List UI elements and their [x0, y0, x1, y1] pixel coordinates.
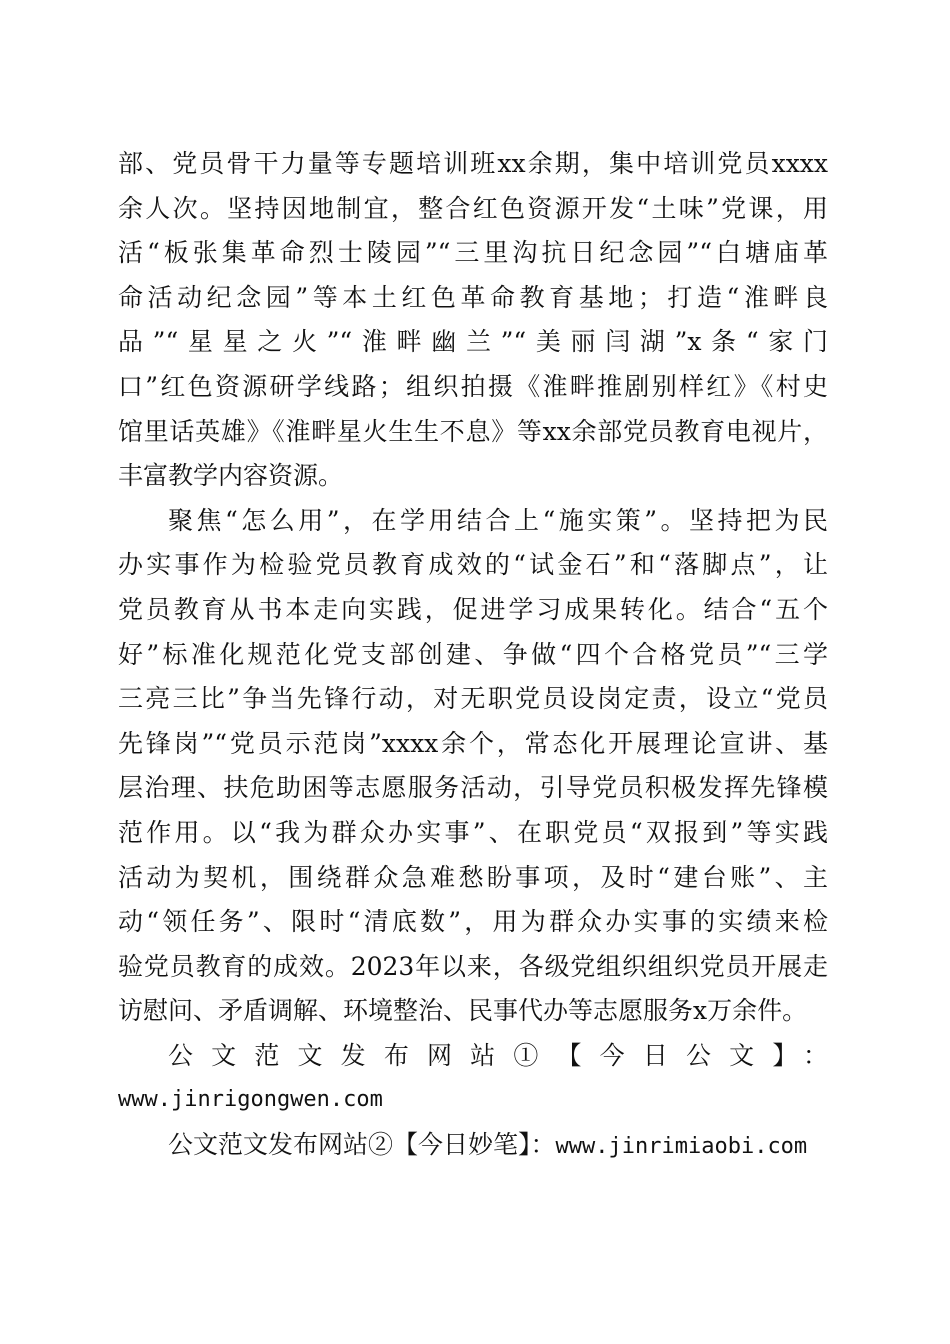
paragraph-line: 余人次。坚持因地制宜，整合红色资源开发“土味”党课，用: [118, 193, 828, 223]
site2-line: [118, 1123, 828, 1168]
paragraph-line: 访慰问、矛盾调解、环境整治、民事代办等志愿服务x万余件。: [118, 996, 808, 1026]
paragraph-line: 层治理、扶危助困等志愿服务活动，引导党员积极发挥先锋模: [118, 773, 828, 803]
paragraph-line: 三亮三比”争当先锋行动，对无职党员设岗定责，设立“党员: [118, 684, 828, 714]
footer-websites: [118, 1034, 828, 1168]
paragraph-line: 命活动纪念园”等本土红色革命教育基地；打造“淮畔良: [118, 282, 828, 312]
paragraph-line: 先锋岗”“党员示范岗”xxxx余个，常态化开展理论宣讲、基: [118, 728, 828, 758]
paragraph-line: 活动为契机，围绕群众急难愁盼事项，及时“建台账”、主: [118, 862, 828, 892]
paragraph-line: 活“板张集革命烈士陵园”“三里沟抗日纪念园”“白塘庙革: [118, 238, 828, 268]
paragraph-line: 动“领任务”、限时“清底数”，用为群众办实事的实绩来检: [118, 907, 828, 937]
paragraph-line: 范作用。以“我为群众办实事”、在职党员“双报到”等实践: [118, 817, 828, 847]
paragraph-line: 口”红色资源研学线路；组织拍摄《淮畔推剧别样红》《村史: [118, 371, 828, 401]
paragraph-line: 馆里话英雄》《淮畔星火生生不息》等xx余部党员教育电视片，: [118, 416, 828, 446]
paragraph-line: 党员教育从书本走向实践，促进学习成果转化。结合“五个: [118, 594, 828, 624]
paragraph-line: 部、党员骨干力量等专题培训班xx余期，集中培训党员xxxx: [118, 149, 828, 178]
document-page: [118, 142, 828, 1168]
paragraph-training-resources: [118, 142, 828, 499]
site2-url-link[interactable]: www.jinrimiaobi.com: [555, 1134, 808, 1160]
paragraph-practice: [118, 499, 828, 1034]
site1-label: 公文范文发布网站①【今日公文】：: [168, 1040, 828, 1070]
site2-label: 公文范文发布网站②【今日妙笔】：: [168, 1130, 556, 1160]
paragraph-line: 好”标准化规范化党支部创建、争做“四个合格党员”“三学: [118, 639, 828, 669]
paragraph-line: 聚焦“怎么用”，在学用结合上“施实策”。坚持把为民: [168, 505, 828, 535]
paragraph-line: 办实事作为检验党员教育成效的“试金石”和“落脚点”，让: [118, 550, 828, 580]
paragraph-line: 丰富教学内容资源。: [118, 461, 344, 491]
paragraph-line: 验党员教育的成效。2023年以来，各级党组织组织党员开展走: [118, 951, 828, 981]
site1-url-link[interactable]: www.jinrigongwen.com: [118, 1087, 383, 1113]
paragraph-line: 品”“星星之火”“淮畔幽兰”“美丽闫湖”x条“家门: [118, 327, 828, 357]
